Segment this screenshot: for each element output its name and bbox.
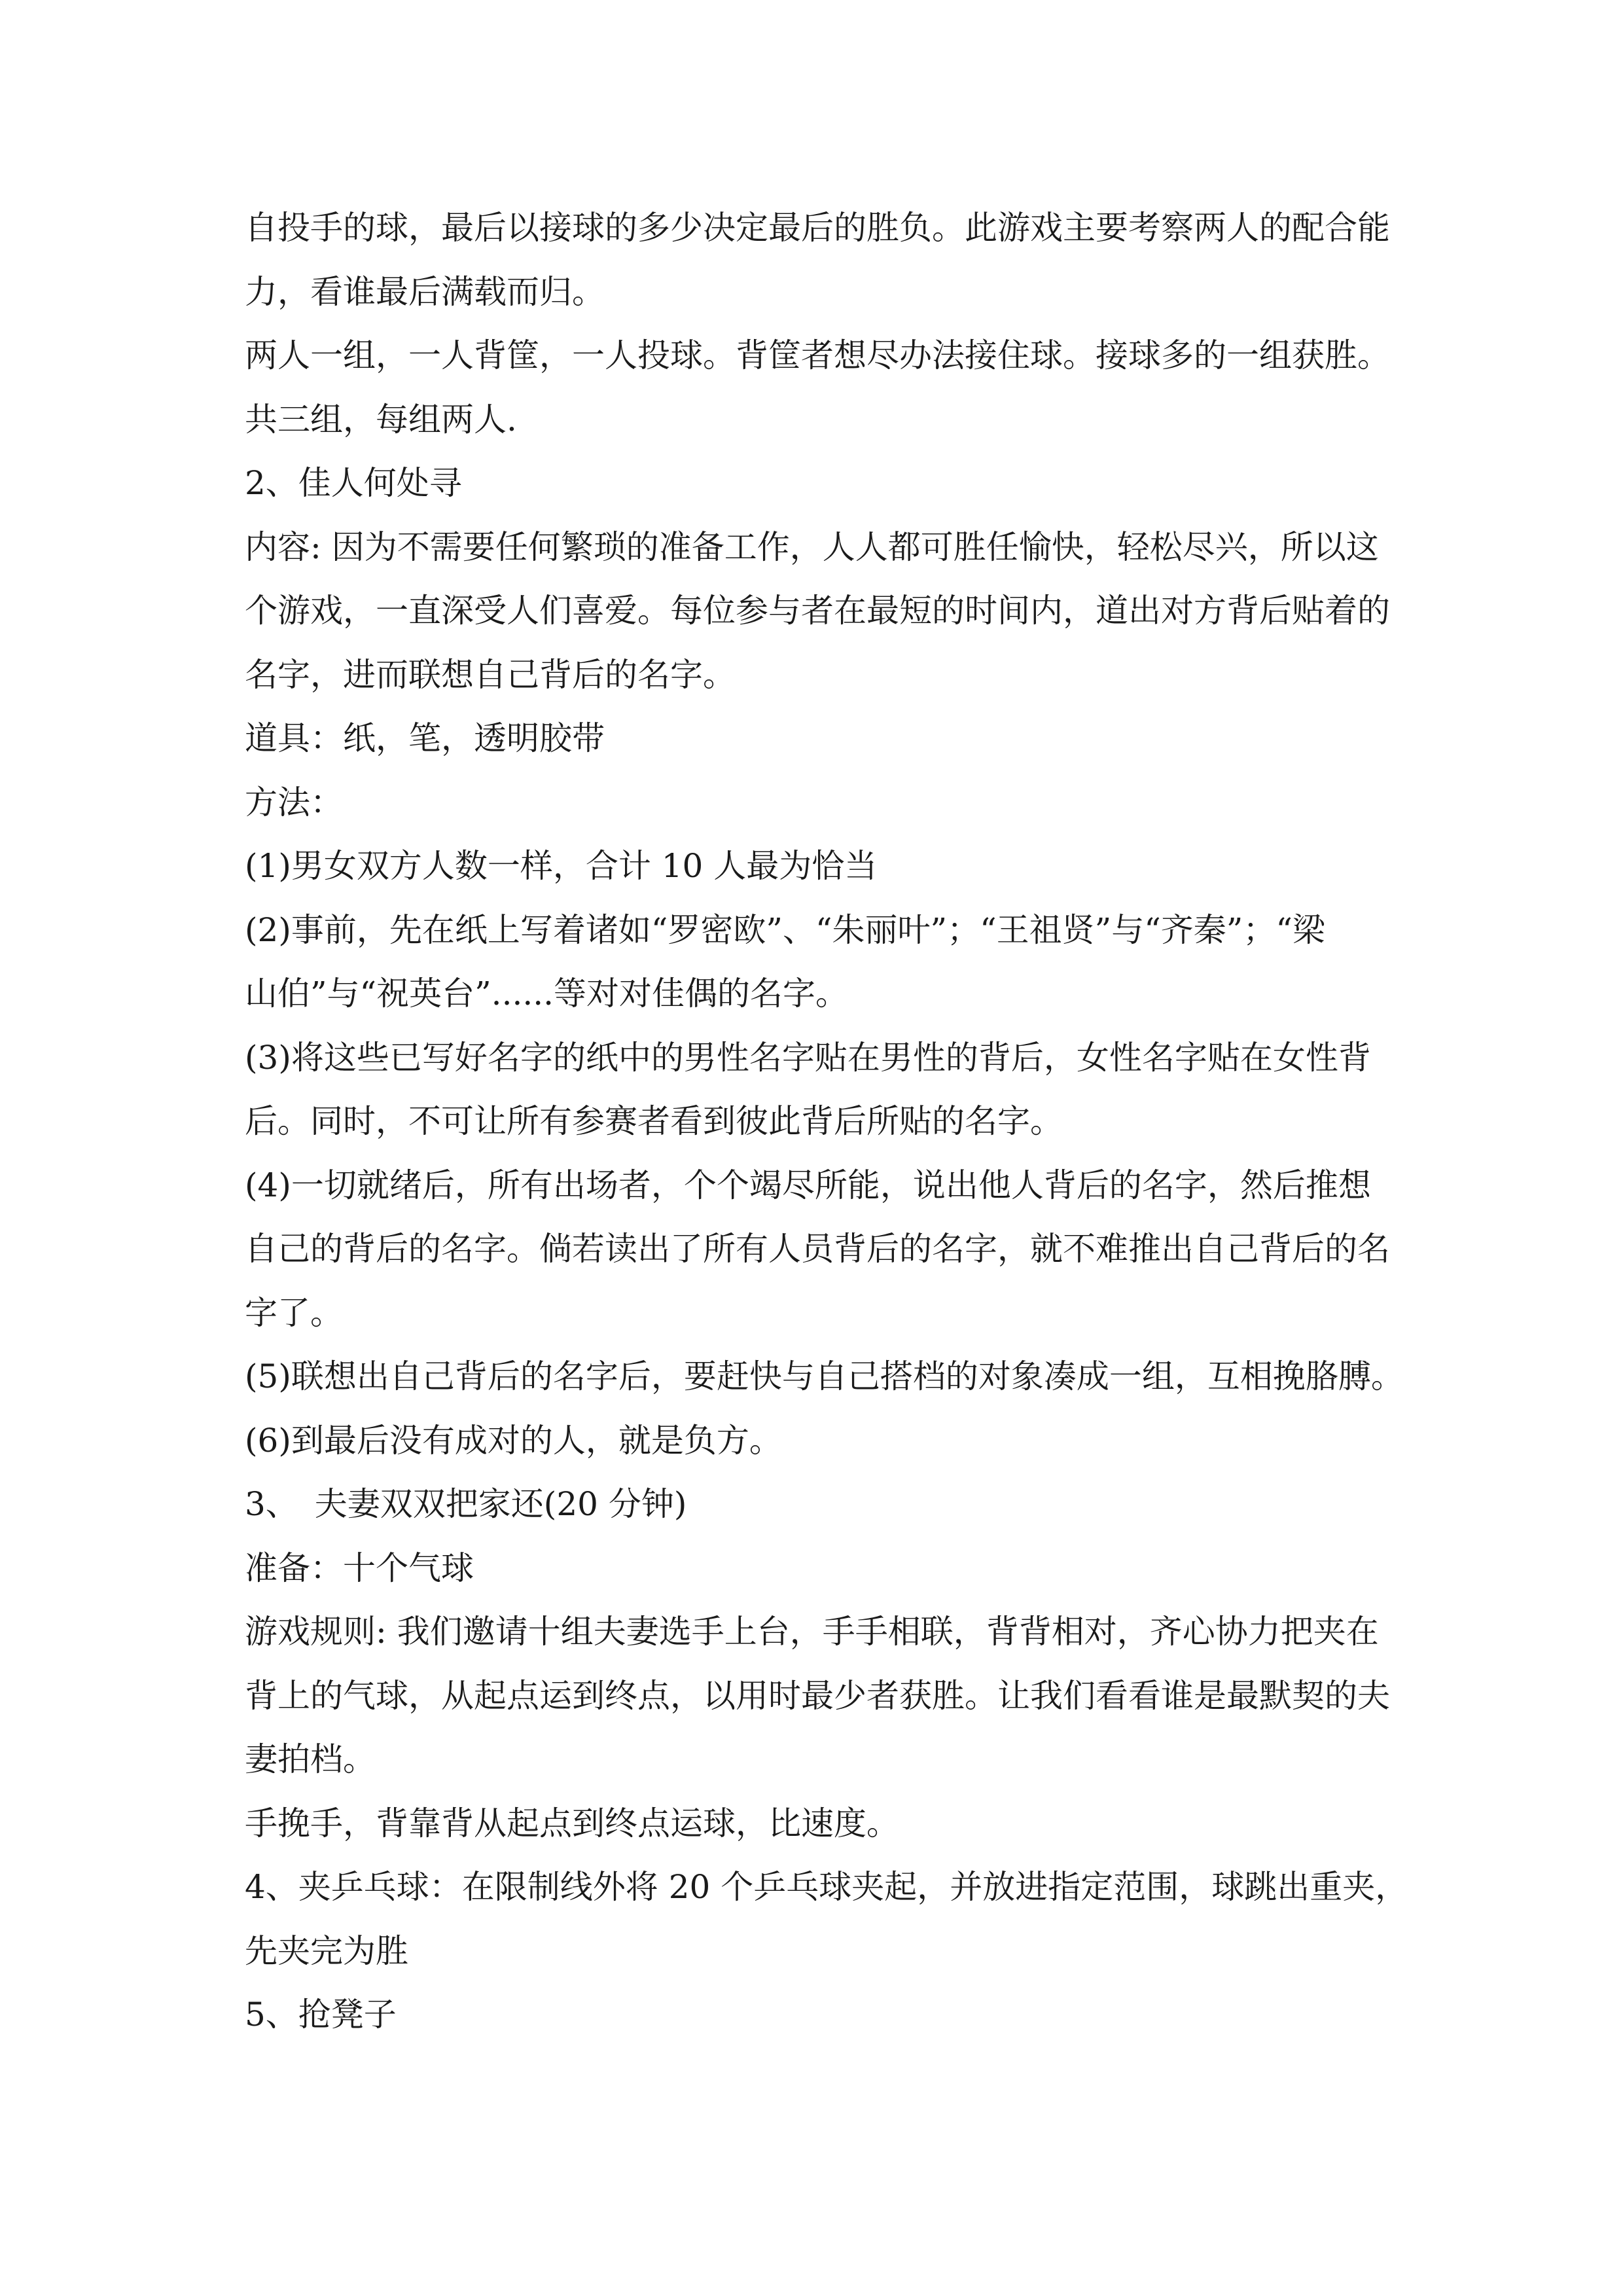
text-line: 两人一组，一人背筐，一人投球。背筐者想尽办法接住球。接球多的一组获胜。	[245, 336, 1390, 374]
text-line: 背上的气球，从起点运到终点，以用时最少者获胜。让我们看看谁是最默契的夫	[245, 1676, 1390, 1715]
text-line: 自己的背后的名字。倘若读出了所有人员背后的名字，就不难推出自己背后的名	[245, 1230, 1390, 1268]
text-line: 后。同时，不可让所有参赛者看到彼此背后所贴的名字。	[245, 1102, 1063, 1140]
text-line: 准备：十个气球	[245, 1549, 474, 1587]
section-heading: 3、 夫妻双双把家还(20 分钟)	[245, 1485, 687, 1523]
text-line: 名字，进而联想自己背后的名字。	[245, 655, 736, 694]
list-item: (2)事前，先在纸上写着诸如“罗密欧”、“朱丽叶”；“王祖贤”与“齐秦”；“梁	[245, 910, 1325, 949]
list-item: (6)到最后没有成对的人，就是负方。	[245, 1421, 782, 1460]
document-body	[245, 196, 1408, 2047]
text-line: 字了。	[245, 1293, 343, 1332]
list-item: (5)联想出自己背后的名字后，要赶快与自己搭档的对象凑成一组，互相挽胳膊。	[245, 1357, 1404, 1395]
text-line: 游戏规则: 我们邀请十组夫妻选手上台，手手相联，背背相对，齐心协力把夹在	[245, 1613, 1379, 1651]
text-line: 妻拍档。	[245, 1740, 376, 1778]
text-line: 先夹完为胜	[245, 1931, 408, 1970]
text-line: 个游戏，一直深受人们喜爱。每位参与者在最短的时间内，道出对方背后贴着的	[245, 592, 1390, 630]
text-line: 力，看谁最后满载而归。	[245, 272, 605, 311]
section-heading: 4、夹乒乓球：在限制线外将 20 个乒乓球夹起，并放进指定范围，球跳出重夹，	[245, 1868, 1408, 1906]
text-line: 山伯”与“祝英台”......等对对佳偶的名字。	[245, 975, 849, 1013]
text-line: 自投手的球，最后以接球的多少决定最后的胜负。此游戏主要考察两人的配合能	[245, 209, 1390, 247]
text-line: 方法：	[245, 783, 343, 821]
text-line: 内容: 因为不需要任何繁琐的准备工作，人人都可胜任愉快，轻松尽兴，所以这	[245, 528, 1379, 566]
list-item: (3)将这些已写好名字的纸中的男性名字贴在男性的背后，女性名字贴在女性背	[245, 1038, 1371, 1077]
text-line: 共三组，每组两人.	[245, 400, 517, 439]
section-heading: 5、抢凳子	[245, 1996, 397, 2034]
text-line: 手挽手，背靠背从起点到终点运球，比速度。	[245, 1804, 899, 1842]
list-item: (1)男女双方人数一样，合计 10 人最为恰当	[245, 847, 878, 885]
list-item: (4)一切就绪后，所有出场者，个个竭尽所能，说出他人背后的名字，然后推想	[245, 1166, 1371, 1204]
text-line: 道具：纸，笔，透明胶带	[245, 719, 605, 757]
section-heading: 2、佳人何处寻	[245, 464, 462, 502]
